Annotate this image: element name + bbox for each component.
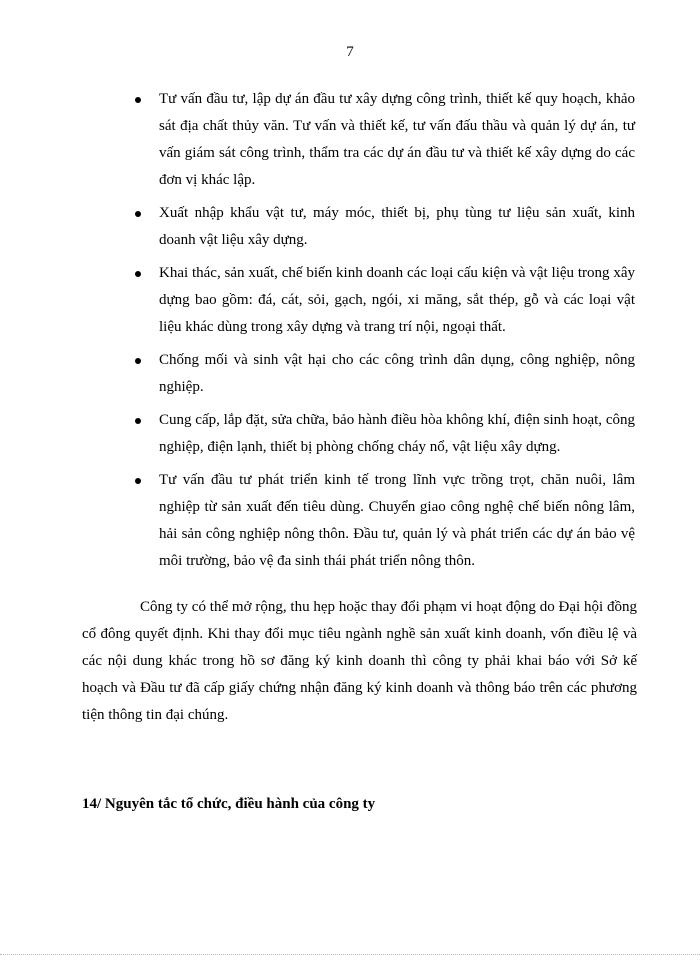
bullet-icon xyxy=(135,97,141,103)
bullet-icon xyxy=(135,418,141,424)
bullet-icon xyxy=(135,478,141,484)
list-item-text: Cung cấp, lắp đặt, sửa chữa, bảo hành điều hòa không khí, điện sinh hoạt, công nghiệp, điện lạnh, thiết bị phòng chống cháy nổ, vật liệu xây dựng. xyxy=(159,412,635,455)
list-item xyxy=(159,86,635,194)
page-number: 7 xyxy=(346,44,354,60)
list-item-text: Xuất nhập khẩu vật tư, máy móc, thiết bị, phụ tùng tư liệu sản xuất, kinh doanh vật liệu xây dựng. xyxy=(159,205,635,248)
body-paragraph: Công ty có thể mở rộng, thu hẹp hoặc thay đổi phạm vi hoạt động do Đại hội đồng cổ đông quyết định. Khi thay đổi mục tiêu ngành nghề sản xuất kinh doanh, vốn điều lệ và các nội dung khác trong hồ sơ đăng ký kinh doanh thì công ty phải khai báo với Sở kế hoạch và Đầu tư đã cấp giấy chứng nhận đăng ký kinh doanh và thông báo trên các phương tiện thông tin đại chúng. xyxy=(82,599,637,723)
list-item xyxy=(159,260,635,341)
list-item xyxy=(159,467,635,575)
section-heading: 14/ Nguyên tắc tổ chức, điều hành của công ty xyxy=(82,796,376,812)
list-item-text: Chống mối và sinh vật hại cho các công trình dân dụng, công nghiệp, nông nghiệp. xyxy=(159,352,635,395)
list-item-text: Tư vấn đầu tư, lập dự án đầu tư xây dựng công trình, thiết kế quy hoạch, khảo sát địa chất thủy văn. Tư vấn và thiết kế, tư vấn đấu thầu và quản lý dự án, tư vấn giám sát công trình, thẩm tra các dự án đầu tư và thiết kế xây dựng do các đơn vị khác lập. xyxy=(159,91,635,188)
page-bottom-border xyxy=(0,954,700,955)
business-activities-list xyxy=(0,86,700,581)
list-item-text: Khai thác, sản xuất, chế biến kinh doanh các loại cấu kiện và vật liệu trong xây dựng bao gồm: đá, cát, sỏi, gạch, ngói, xi măng, sắt thép, gỗ và các loại vật liệu khác dùng trong xây dựng và trang trí nội, ngoại thất. xyxy=(159,265,635,335)
list-item xyxy=(159,407,635,461)
list-item-text: Tư vấn đầu tư phát triển kinh tế trong lĩnh vực trồng trọt, chăn nuôi, lâm nghiệp từ sản xuất đến tiêu dùng. Chuyển giao công nghệ chế biến nông lâm, hải sản công nghiệp nông thôn. Đầu tư, quản lý và phát triển các dự án bảo vệ môi trường, bảo vệ đa sinh thái phát triển nông thôn. xyxy=(159,472,635,569)
list-item xyxy=(159,347,635,401)
bullet-icon xyxy=(135,211,141,217)
list-item xyxy=(159,200,635,254)
bullet-icon xyxy=(135,271,141,277)
bullet-icon xyxy=(135,358,141,364)
